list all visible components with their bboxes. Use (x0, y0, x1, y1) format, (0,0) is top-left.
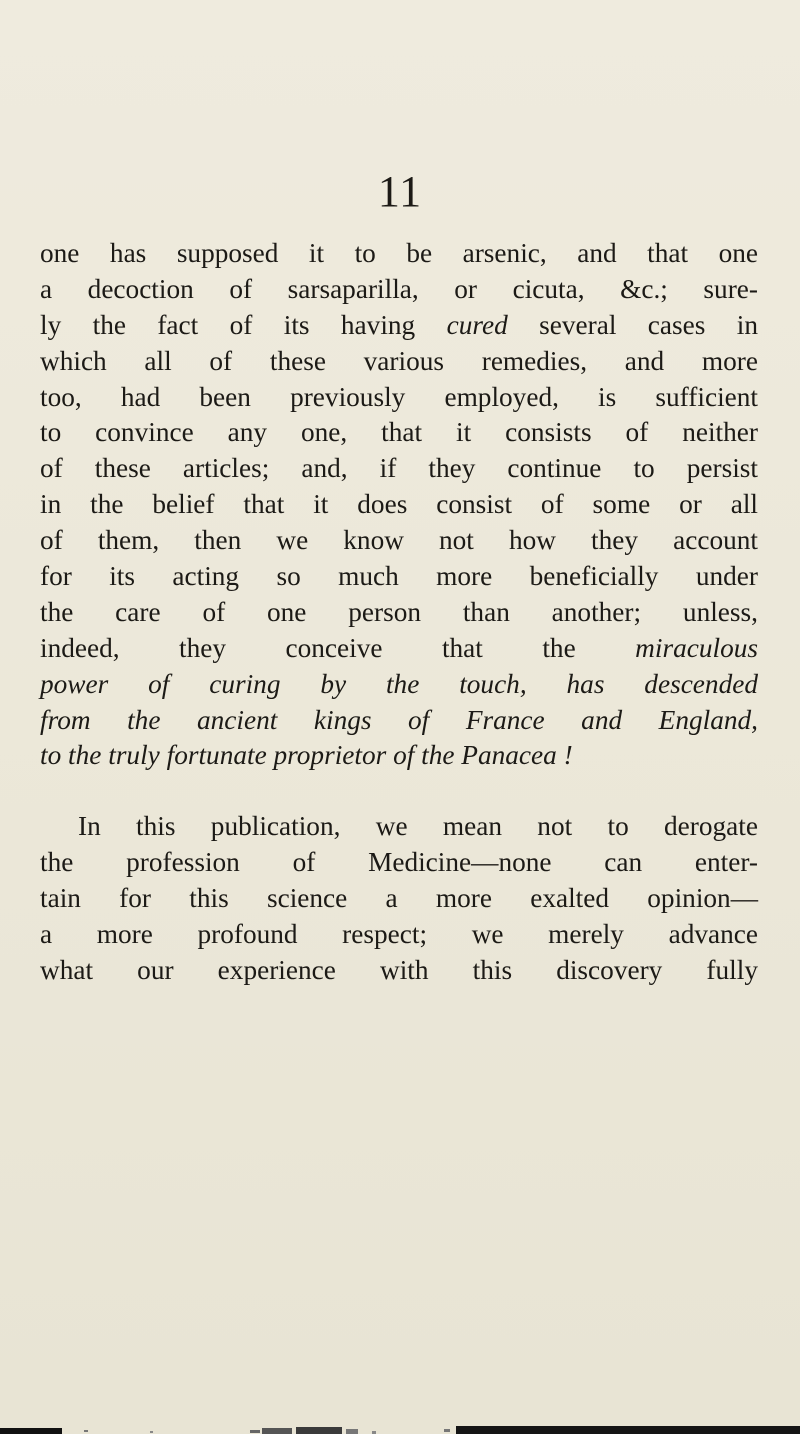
text-run: what our experience with this discovery fully (40, 954, 758, 985)
italic-text: to the truly fortunate proprietor of the Panacea ! (40, 740, 573, 771)
page-number: 11 (377, 167, 423, 216)
text-run: in the belief that it does consist of some or all (40, 489, 758, 520)
text-run: of these articles; and, if they continue to persist (40, 453, 758, 484)
italic-text: cured (446, 309, 508, 340)
text-line (40, 738, 758, 774)
text-line (40, 631, 758, 667)
italic-text: from the ancient kings of France and England, (40, 704, 758, 735)
text-line (40, 917, 758, 953)
text-run: which all of these various remedies, and more (40, 345, 758, 376)
text-line (40, 953, 758, 989)
text-line (40, 881, 758, 917)
paragraph-gap (40, 774, 758, 809)
text-line (40, 308, 758, 344)
text-run: the profession of Medicine—none can enter- (40, 847, 758, 878)
text-run: of them, then we know not how they account (40, 525, 758, 556)
italic-text: miraculous (635, 632, 758, 663)
text-run: to convince any one, that it consists of neither (40, 417, 758, 448)
text-line (40, 380, 758, 416)
text-line (40, 415, 758, 451)
text-line (40, 451, 758, 487)
text-line (40, 344, 758, 380)
text-line (40, 667, 758, 703)
text-run: a more profound respect; we merely advance (40, 919, 758, 950)
italic-text: power of curing by the touch, has descended (40, 668, 758, 699)
text-line (40, 845, 758, 881)
scan-edge-artifact (0, 1425, 800, 1434)
text-run: one has supposed it to be arsenic, and that one (40, 238, 758, 268)
text-line (40, 595, 758, 631)
text-run: tain for this science a more exalted opinion— (40, 883, 758, 914)
text-run: too, had been previously employed, is sufficient (40, 381, 758, 412)
text-run: the care of one person than another; unless, (40, 596, 758, 627)
text-line (40, 487, 758, 523)
text-run: for its acting so much more beneficially under (40, 561, 758, 592)
text-run: indeed, they conceive that the (40, 632, 636, 663)
text-line (40, 236, 758, 272)
text-run: ly the fact of its having (40, 309, 447, 340)
body-text (40, 236, 758, 989)
text-line (40, 703, 758, 739)
text-run: a decoction of sarsaparilla, or cicuta, &c.; sure- (40, 273, 758, 304)
text-run: several cases in (507, 309, 758, 340)
paragraph (40, 809, 758, 988)
text-line (40, 523, 758, 559)
paragraph (40, 236, 758, 774)
text-run: In this publication, we mean not to derogate (78, 811, 758, 842)
text-line (40, 272, 758, 308)
text-line (40, 809, 758, 845)
text-line (40, 559, 758, 595)
